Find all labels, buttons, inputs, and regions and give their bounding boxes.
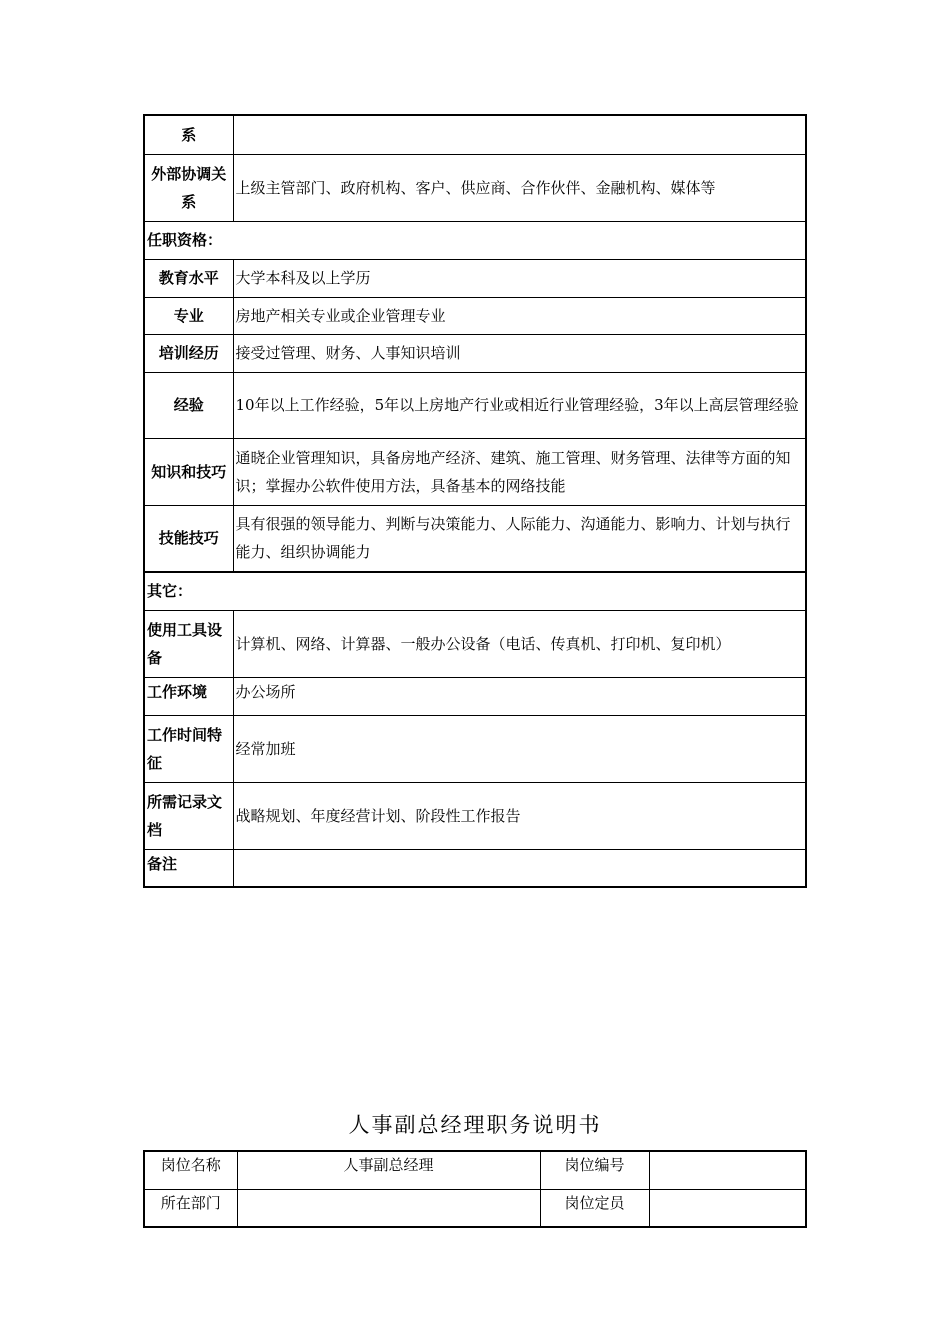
- table-row: [144, 1189, 806, 1227]
- tools-value: 计算机、网络、计算器、一般办公设备（电话、传真机、打印机、复印机）: [233, 610, 806, 677]
- records-label: 所需记录文档: [144, 782, 233, 849]
- table-row: [144, 782, 806, 849]
- table-row: [144, 297, 806, 334]
- remarks-label: 备注: [144, 849, 233, 887]
- qualifications-header: 任职资格：: [144, 221, 806, 259]
- table-row: [144, 372, 806, 438]
- major-label: 专业: [144, 297, 233, 334]
- table-row: [144, 849, 806, 887]
- position-info-table: [143, 1150, 807, 1228]
- education-label: 教育水平: [144, 259, 233, 297]
- skills-value: 具有很强的领导能力、判断与决策能力、人际能力、沟通能力、影响力、计划与执行能力、组织协调能力: [233, 505, 806, 572]
- skills-label: 技能技巧: [144, 505, 233, 572]
- continued-label: 系: [144, 115, 233, 154]
- external-coordination-value: 上级主管部门、政府机构、客户、供应商、合作伙伴、金融机构、媒体等: [233, 154, 806, 221]
- position-code-value: [649, 1151, 806, 1189]
- position-name-value: 人事副总经理: [237, 1151, 540, 1189]
- position-code-label: 岗位编号: [540, 1151, 649, 1189]
- other-header: 其它：: [144, 572, 806, 610]
- environment-label: 工作环境: [144, 677, 233, 715]
- education-value: 大学本科及以上学历: [233, 259, 806, 297]
- knowledge-label: 知识和技巧: [144, 438, 233, 505]
- records-value: 战略规划、年度经营计划、阶段性工作报告: [233, 782, 806, 849]
- worktime-label: 工作时间特征: [144, 715, 233, 782]
- table-row: [144, 259, 806, 297]
- position-name-label: 岗位名称: [144, 1151, 237, 1189]
- experience-label: 经验: [144, 372, 233, 438]
- tools-label: 使用工具设备: [144, 610, 233, 677]
- department-label: 所在部门: [144, 1189, 237, 1227]
- major-value: 房地产相关专业或企业管理专业: [233, 297, 806, 334]
- document-title: 人事副总经理职务说明书: [348, 1113, 602, 1137]
- table-row: [144, 1151, 806, 1189]
- headcount-value: [649, 1189, 806, 1227]
- training-label: 培训经历: [144, 334, 233, 372]
- environment-value: 办公场所: [233, 677, 806, 715]
- experience-value: 10年以上工作经验，5年以上房地产行业或相近行业管理经验，3年以上高层管理经验: [233, 372, 806, 438]
- worktime-value: 经常加班: [233, 715, 806, 782]
- table-row: [144, 438, 806, 505]
- continued-value: [233, 115, 806, 154]
- job-requirements-table: [143, 114, 807, 888]
- headcount-label: 岗位定员: [540, 1189, 649, 1227]
- table-row: [144, 610, 806, 677]
- external-coordination-label: 外部协调关系: [144, 154, 233, 221]
- table-row: [144, 505, 806, 572]
- training-value: 接受过管理、财务、人事知识培训: [233, 334, 806, 372]
- table-row: [144, 221, 806, 259]
- table-row: [144, 715, 806, 782]
- table-row: [144, 115, 806, 154]
- department-value: [237, 1189, 540, 1227]
- table-row: [144, 572, 806, 610]
- remarks-value: [233, 849, 806, 887]
- table-row: [144, 334, 806, 372]
- table-row: [144, 154, 806, 221]
- table-row: [144, 677, 806, 715]
- knowledge-value: 通晓企业管理知识，具备房地产经济、建筑、施工管理、财务管理、法律等方面的知识；掌握办公软件使用方法，具备基本的网络技能: [233, 438, 806, 505]
